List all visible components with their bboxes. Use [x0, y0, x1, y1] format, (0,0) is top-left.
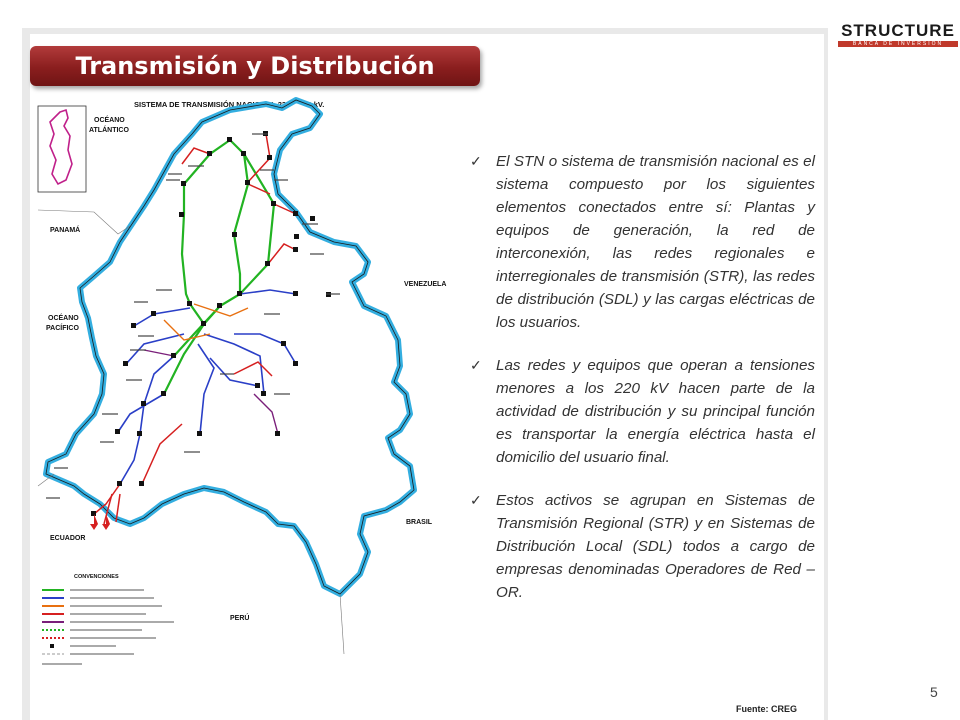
- checkmark-icon: ✓: [470, 492, 482, 508]
- logo-main-text: STRUCTURE: [841, 21, 955, 40]
- inset-location-map: [38, 106, 86, 192]
- label-oceano-pacifico-1: OCÉANO: [48, 315, 79, 322]
- label-oceano-atlantico-2: ATLÁNTICO: [89, 127, 129, 134]
- slide-title: Transmisión y Distribución: [30, 46, 480, 86]
- map-legend: [42, 574, 174, 664]
- transmission-map: [34, 94, 464, 684]
- label-oceano-atlantico-1: OCÉANO: [94, 117, 125, 124]
- bullet-text: Estos activos se agrupan en Sistemas de Transmisión Regional (STR) y en Sistemas de Distribución Local (SDL) todos a cargo de empresas denominadas Operadores de Red – OR.: [496, 492, 815, 601]
- bullet-text: Las redes y equipos que operan a tensiones menores a los 220 kV hacen parte de la actividad de distribución y su principal función es transportar la energía eléctrica hasta el domicilio del usuario final.: [496, 357, 815, 466]
- bullet-text: El STN o sistema de transmisión nacional es el sistema compuesto por los siguientes elementos conectados entre sí: Plantas y equipos de generación, la red de interconexión, las redes regionales e interregionales de transmisión (STR), las redes de distribución (SDL) y las cargas eléctricas de los usuarios.: [496, 153, 815, 331]
- structure-logo: [838, 22, 958, 47]
- source-note: Fuente: CREG: [736, 704, 798, 714]
- bullet-item: [470, 354, 815, 469]
- ecuador-export-arrows: [90, 514, 110, 530]
- label-ecuador: ECUADOR: [50, 535, 86, 542]
- label-brasil: BRASIL: [406, 519, 433, 526]
- label-panama: PANAMÁ: [50, 227, 81, 234]
- label-oceano-pacifico-2: PACÍFICO: [46, 325, 79, 332]
- label-peru: PERÚ: [230, 615, 250, 622]
- page-number: 5: [930, 684, 938, 700]
- checkmark-icon: ✓: [470, 153, 482, 169]
- legend-title: CONVENCIONES: [74, 574, 119, 580]
- map-title: SISTEMA DE TRANSMISIÓN NACIONAL 230 Y 500 kV.: [134, 100, 325, 109]
- bullet-item: [470, 150, 815, 334]
- logo-sub-text: BANCA DE INVERSION: [838, 41, 958, 47]
- label-venezuela: VENEZUELA: [404, 281, 447, 288]
- colombia-outline: [46, 100, 414, 594]
- checkmark-icon: ✓: [470, 357, 482, 373]
- bullet-item: [470, 489, 815, 604]
- bullet-list: [470, 150, 815, 624]
